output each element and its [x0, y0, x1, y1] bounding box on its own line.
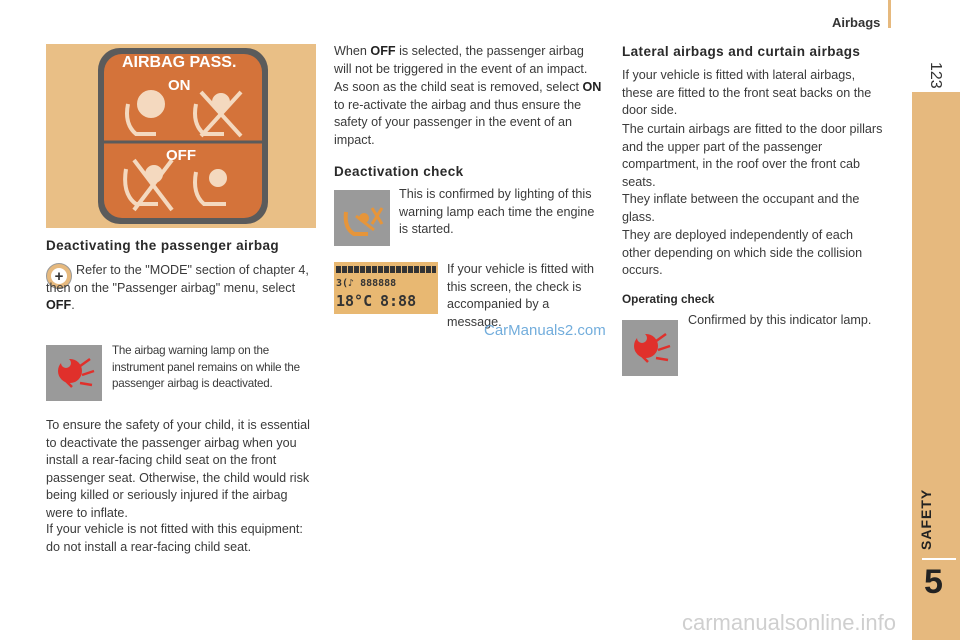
page-number: 123 [927, 62, 944, 89]
screen-temp: 18°C [336, 292, 373, 310]
operating-check-text: Confirmed by this indicator lamp. [688, 313, 872, 327]
panel-title: AIRBAG PASS. [122, 54, 237, 71]
check-lamp-text: This is confirmed by lighting of this warning lamp each time the engine is started. [399, 187, 595, 236]
lateral-p2: The curtain airbags are fitted to the door pillars and the upper part of the passenger compartment, in the roof over the front cab seats. [622, 122, 883, 189]
screen-time: 8:88 [380, 292, 417, 310]
airbag-warning-lamp [46, 345, 102, 401]
screen-message-text: If your vehicle is fitted with this screen, the check is accompanied by a message. [447, 262, 594, 329]
passenger-airbag-off-lamp [334, 190, 390, 246]
instrument-screen: 3(♪ 888888 18°C 8:88 [334, 262, 438, 314]
chapter-label: SAFETY [918, 488, 934, 550]
watermark-carmanuals2: CarManuals2.com [484, 322, 606, 339]
section-title: Airbags [832, 15, 881, 30]
deactivation-check-heading: Deactivation check [334, 164, 464, 179]
mode-note: Refer to the "MODE" section of chapter 4, then on the "Passenger airbag" menu, select OFF. [46, 263, 309, 312]
lateral-p1: If your vehicle is fitted with lateral airbags, these are fitted to the front seat backs on the door side. [622, 68, 872, 117]
no-equipment-paragraph: If your vehicle is not fitted with this equipment: do not install a rear-facing child seat. [46, 522, 303, 554]
lateral-p3: They inflate between the occupant and the glass. [622, 192, 860, 224]
child-safety-paragraph: To ensure the safety of your child, it is essential to deactivate the passenger airbag when you install a rear-facing child seat on the front passenger seat. Otherwise, the child would risk being killed or seriously injured if the airbag were to inflate. [46, 418, 310, 520]
deactivating-heading: Deactivating the passenger airbag [46, 238, 280, 253]
lateral-airbags-heading: Lateral airbags and curtain airbags [622, 44, 861, 59]
off-selected-paragraph: When OFF is selected, the passenger airbag will not be triggered in the event of an impact. [334, 44, 588, 76]
reactivate-paragraph: As soon as the child seat is removed, select ON to re-activate the airbag and thus ensure the safety of your passenger in the event of an impact. [334, 80, 602, 147]
chapter-number: 5 [924, 563, 943, 601]
header-accent-line [888, 0, 891, 28]
warning-lamp-text: The airbag warning lamp on the instrument panel remains on while the passenger airbag is deactivated. [112, 344, 300, 390]
footer-watermark: carmanualsonline.info [682, 610, 897, 635]
airbag-panel-image [46, 44, 316, 228]
operating-check-heading: Operating check [622, 292, 715, 306]
chapter-tab-divider [922, 558, 956, 560]
panel-off-label: OFF [166, 147, 196, 164]
plus-icon: + [46, 263, 72, 289]
airbag-indicator-lamp [622, 320, 678, 376]
lateral-p4: They are deployed independently of each other depending on which side the collision occurs. [622, 228, 863, 277]
panel-on-label: ON [168, 77, 191, 94]
